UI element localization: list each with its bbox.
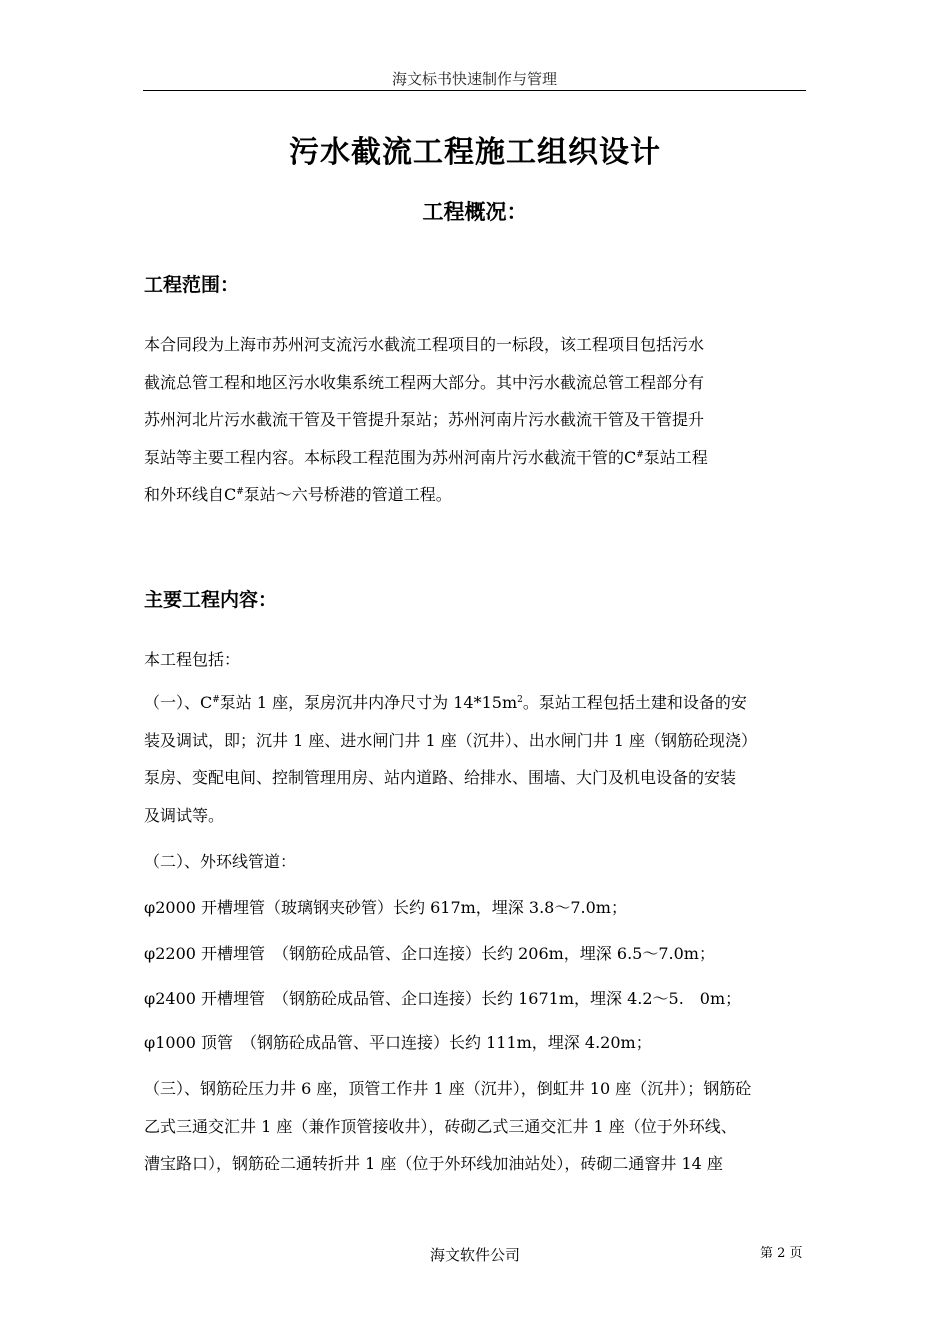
scope-line-5-sup: # xyxy=(236,487,244,497)
pipe-line-4: φ1000 顶管 （钢筋砼成品管、平口连接）长约 111m，埋深 4.20m； xyxy=(144,1033,652,1052)
pipe-line-3: φ2400 开槽埋管 （钢筋砼成品管、企口连接）长约 1671m，埋深 4.2～5. 0m； xyxy=(144,989,742,1008)
content-intro: 本工程包括： xyxy=(144,650,241,669)
pipe-line-1: φ2000 开槽埋管（玻璃钢夹砂管）长约 617m，埋深 3.8～7.0m； xyxy=(144,898,627,917)
item1-line-2: 装及调试，即；沉井 1 座、进水闸门井 1 座（沉井）、出水闸门井 1 座（钢筋砼现浇） xyxy=(144,730,758,750)
item3-paragraph xyxy=(144,1070,808,1183)
item1-line-3: 泵房、变配电间、控制管理用房、站内道路、给排水、围墙、大门及机电设备的安装 xyxy=(144,768,737,787)
item1-line-1-c: 。泵站工程包括土建和设备的安 xyxy=(522,693,747,712)
scope-paragraph xyxy=(144,326,808,514)
document-title: 污水截流工程施工组织设计 xyxy=(289,135,661,170)
page-number: 第 2 页 xyxy=(760,1246,803,1261)
item1-paragraph xyxy=(144,684,808,834)
pipe-line-2: φ2200 开槽埋管 （钢筋砼成品管、企口连接）长约 206m，埋深 6.5～7.0m； xyxy=(144,944,715,963)
scope-line-5-text: 和外环线自C xyxy=(144,485,237,504)
item1-line-4: 及调试等。 xyxy=(144,805,225,825)
section-heading-scope: 工程范围： xyxy=(144,274,240,296)
scope-line-4-text: 泵站等主要工程内容。本标段工程范围为苏州河南片污水截流干管的C xyxy=(144,447,637,467)
scope-line-4-tail: 泵站工程 xyxy=(643,447,708,467)
scope-line-1: 本合同段为上海市苏州河支流污水截流工程项目的一标段，该工程项目包括污水 xyxy=(144,335,705,354)
scope-line-5 xyxy=(144,476,808,514)
page-header xyxy=(143,68,806,91)
item1-line-1 xyxy=(144,684,808,722)
scope-line-5-tail: 泵站～六号桥港的管道工程。 xyxy=(243,485,452,504)
item1-line-1-b: 泵站 1 座，泵房沉井内净尺寸为 14*15m xyxy=(219,693,518,712)
scope-line-3: 苏州河北片污水截流干管及干管提升泵站；苏州河南片污水截流干管及干管提升 xyxy=(144,410,705,429)
item1-line-1-sup2: 2 xyxy=(517,695,523,705)
item1-line-1-a: （一）、C xyxy=(144,693,213,712)
item2-heading: （二）、外环线管道： xyxy=(144,852,297,871)
item1-line-1-sup: # xyxy=(212,695,220,705)
item3-line-1: （三）、钢筋砼压力井 6 座，顶管工作井 1 座（沉井），倒虹井 10 座（沉井）；钢筋砼 xyxy=(144,1079,752,1098)
scope-line-4-sup: # xyxy=(636,449,644,460)
item3-line-3: 漕宝路口），钢筋砼二通转折井 1 座（位于外环线加油站处），砖砌二通窨井 14 座 xyxy=(144,1154,723,1173)
footer-company: 海文软件公司 xyxy=(429,1246,520,1264)
document-subtitle: 工程概况： xyxy=(422,200,528,224)
scope-line-4 xyxy=(144,439,808,477)
item3-line-2: 乙式三通交汇井 1 座（兼作顶管接收井），砖砌乙式三通交汇井 1 座（位于外环线、 xyxy=(144,1116,737,1136)
scope-line-2: 截流总管工程和地区污水收集系统工程两大部分。其中污水截流总管工程部分有 xyxy=(144,372,705,392)
header-text: 海文标书快速制作与管理 xyxy=(391,70,557,88)
section-heading-content: 主要工程内容： xyxy=(144,589,278,611)
